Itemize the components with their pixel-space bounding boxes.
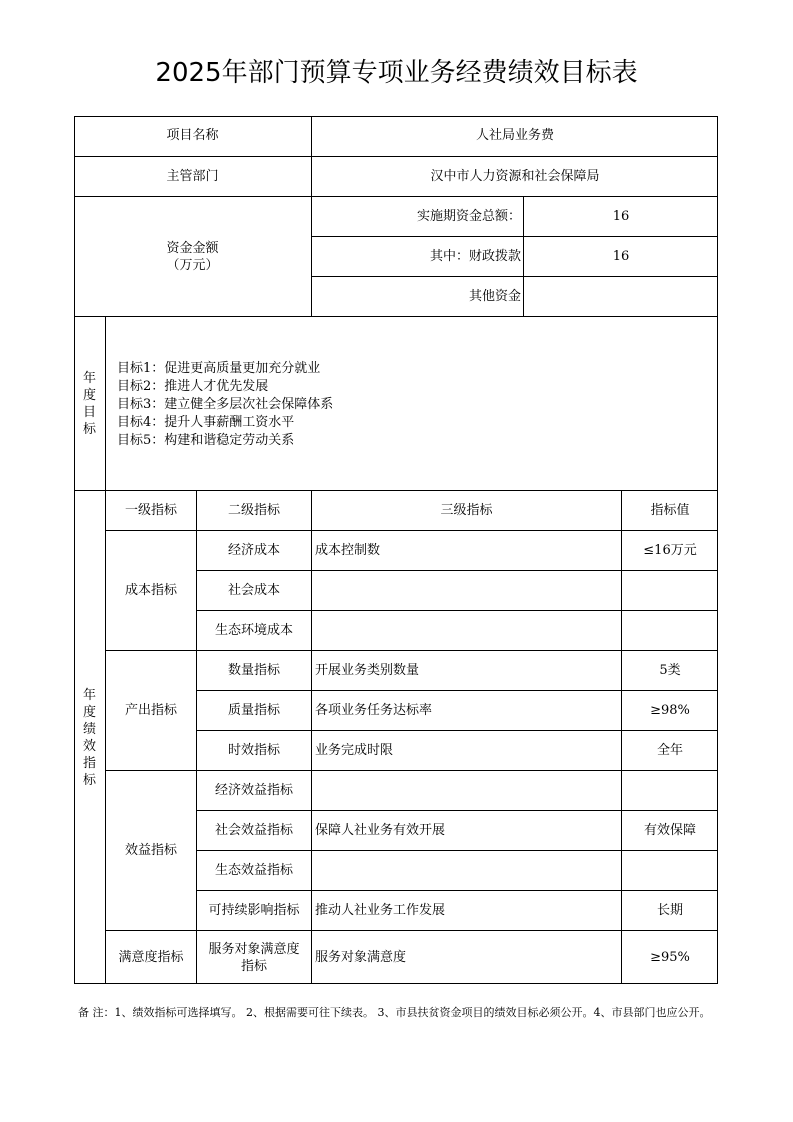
goal-item: 目标5：构建和谐稳定劳动关系 [117, 433, 295, 448]
fiscal-funds-value: 16 [523, 236, 718, 276]
annual-goals-side-label: 年 度 目 标 [74, 316, 105, 490]
level3-cell: 推动人社业务工作发展 [311, 890, 621, 930]
level3-cell [311, 570, 621, 610]
header-level2: 二级指标 [196, 490, 311, 530]
level2-cell: 社会效益指标 [196, 810, 311, 850]
value-cell [621, 610, 718, 650]
level2-cell: 经济成本 [196, 530, 311, 570]
funds-label-line2: （万元） [166, 257, 219, 273]
level3-cell: 各项业务任务达标率 [311, 690, 621, 730]
level3-cell: 成本控制数 [311, 530, 621, 570]
level3-cell [311, 610, 621, 650]
level3-cell [311, 850, 621, 890]
level3-cell: 服务对象满意度 [311, 930, 621, 984]
level1-benefit: 效益指标 [105, 770, 196, 930]
header-level1: 一级指标 [105, 490, 196, 530]
level2-cell: 数量指标 [196, 650, 311, 690]
funds-label-line1: 资金金额 [166, 240, 219, 256]
department-label: 主管部门 [74, 156, 311, 196]
funds-label [74, 196, 311, 316]
project-name-label: 项目名称 [166, 128, 219, 143]
value-cell: 有效保障 [621, 810, 718, 850]
level3-cell: 保障人社业务有效开展 [311, 810, 621, 850]
level2-cell: 社会成本 [196, 570, 311, 610]
value-cell: ≤16万元 [621, 530, 718, 570]
goal-item: 目标3：建立健全多层次社会保障体系 [117, 397, 334, 412]
other-funds-value [523, 276, 718, 316]
level3-cell: 开展业务类别数量 [311, 650, 621, 690]
performance-table [74, 116, 718, 984]
department-value: 汉中市人力资源和社会保障局 [311, 156, 718, 196]
level2-cell: 生态效益指标 [196, 850, 311, 890]
level2-cell: 生态环境成本 [196, 610, 311, 650]
goal-item: 目标2：推进人才优先发展 [117, 379, 269, 394]
annual-goals-list [117, 360, 333, 450]
other-funds-label: 其他资金 [311, 276, 523, 316]
level2-cell: 服务对象满意度 指标 [196, 930, 311, 984]
level3-cell: 业务完成时限 [311, 730, 621, 770]
value-cell: ≥95% [621, 930, 718, 984]
value-cell: 全年 [621, 730, 718, 770]
level2-cell: 可持续影响指标 [196, 890, 311, 930]
value-cell [621, 850, 718, 890]
header-level3: 三级指标 [311, 490, 621, 530]
value-cell [621, 570, 718, 610]
total-funds-label: 实施期资金总额： [311, 196, 523, 236]
level2-cell: 时效指标 [196, 730, 311, 770]
total-funds-value: 16 [523, 196, 718, 236]
value-cell: 5类 [621, 650, 718, 690]
footnote: 备 注：1、绩效指标可选择填写。 2、根据需要可往下续表。 3、市县扶贫资金项目的绩效目标必须公开。4、市县部门也应公开。 [78, 1006, 711, 1019]
value-cell [621, 770, 718, 810]
project-name-value: 人社局业务费 [311, 116, 718, 156]
level1-cost: 成本指标 [105, 530, 196, 650]
goal-item: 目标1：促进更高质量更加充分就业 [117, 361, 321, 376]
header-value: 指标值 [621, 490, 718, 530]
level2-cell: 经济效益指标 [196, 770, 311, 810]
fiscal-funds-label: 其中：财政拨款 [311, 236, 523, 276]
page-title: 2025年部门预算专项业务经费绩效目标表 [155, 58, 638, 88]
level1-output: 产出指标 [105, 650, 196, 770]
level1-satisfaction: 满意度指标 [105, 930, 196, 984]
value-cell: ≥98% [621, 690, 718, 730]
indicators-side-label: 年 度 绩 效 指 标 [74, 490, 105, 984]
value-cell: 长期 [621, 890, 718, 930]
level3-cell [311, 770, 621, 810]
level2-cell: 质量指标 [196, 690, 311, 730]
goal-item: 目标4：提升人事薪酬工资水平 [117, 415, 295, 430]
